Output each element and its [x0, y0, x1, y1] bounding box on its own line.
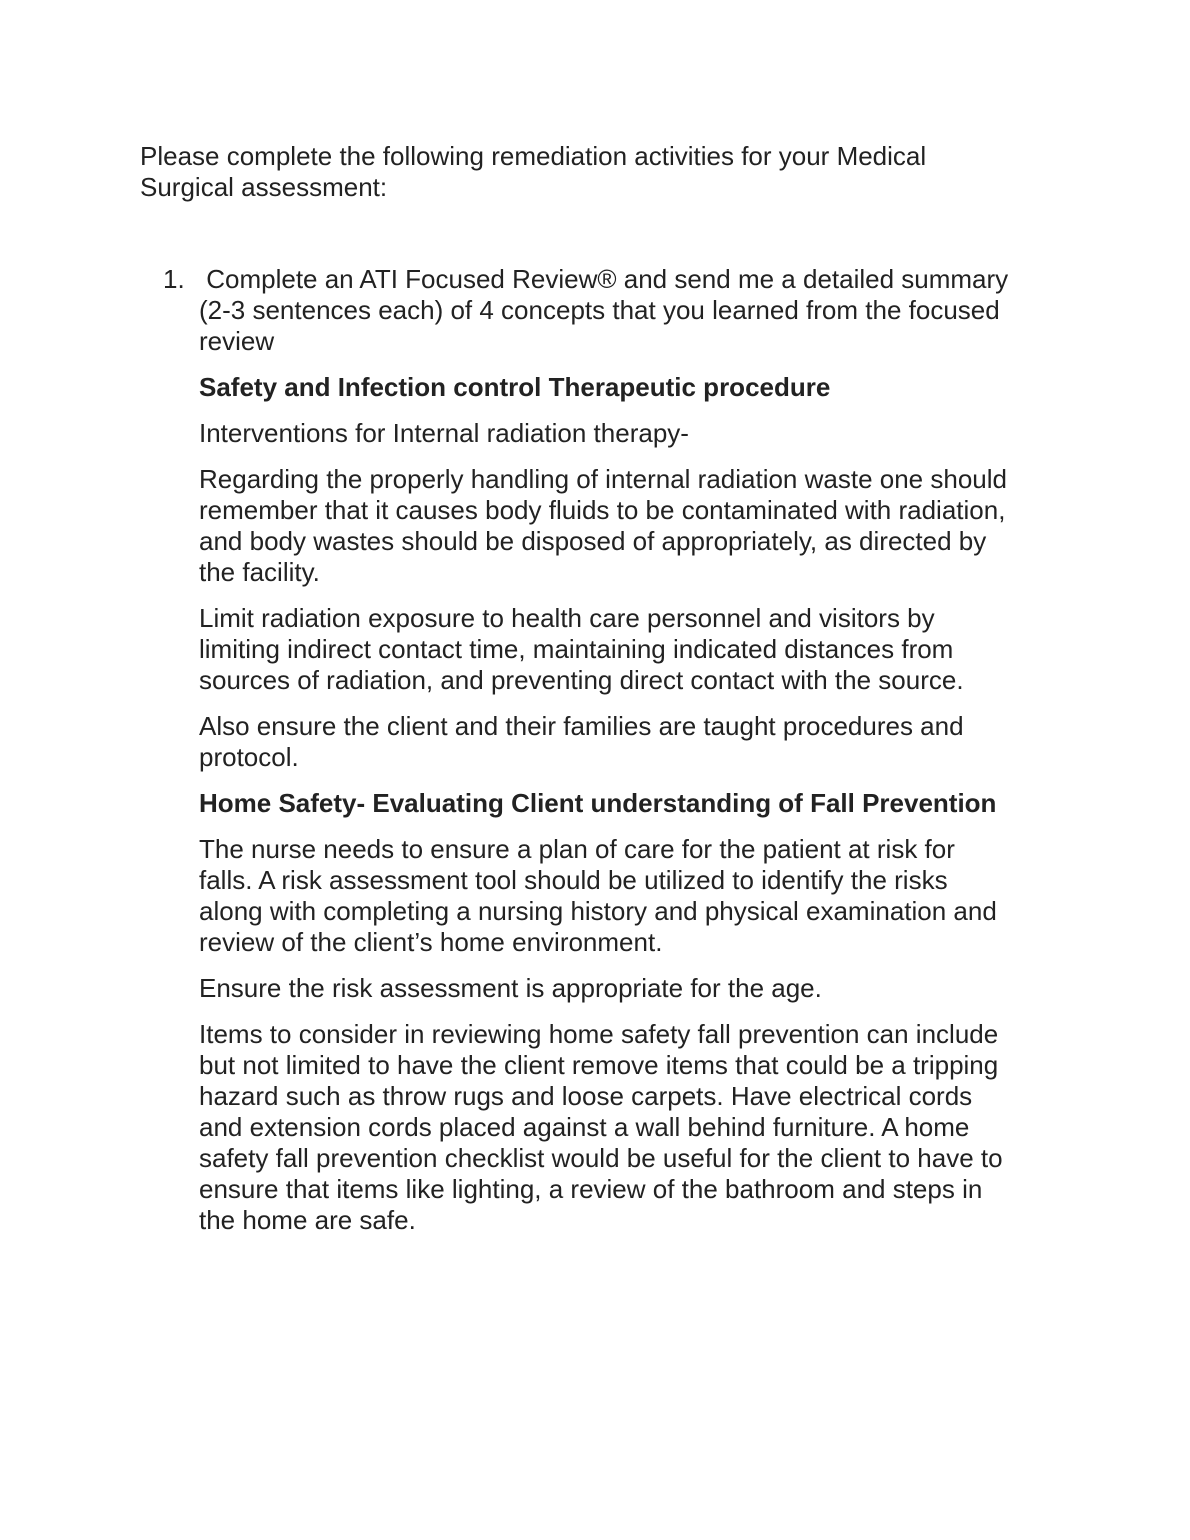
section-heading [199, 372, 1079, 403]
text-line: review of the client’s home environment. [199, 927, 663, 957]
text-line: safety fall prevention checklist would be useful for the client to have to [199, 1143, 1003, 1173]
text-line: (2-3 sentences each) of 4 concepts that you learned from the focused [199, 295, 1000, 325]
text-line: remember that it causes body fluids to be contaminated with radiation, [199, 495, 1006, 525]
paragraph [199, 1019, 1079, 1236]
list-item-body [199, 264, 1079, 1251]
intro-paragraph [140, 141, 926, 203]
paragraph [199, 973, 1079, 1004]
text-line: limiting indirect contact time, maintaining indicated distances from [199, 634, 954, 664]
text-line: sources of radiation, and preventing direct contact with the source. [199, 665, 964, 695]
text-line: Interventions for Internal radiation therapy- [199, 418, 689, 448]
section-heading [199, 788, 1079, 819]
text-line: and body wastes should be disposed of appropriately, as directed by [199, 526, 987, 556]
paragraph [199, 711, 1079, 773]
text-line: Home Safety- Evaluating Client understanding of Fall Prevention [199, 788, 997, 818]
text-line: Limit radiation exposure to health care personnel and visitors by [199, 603, 935, 633]
text-line: protocol. [199, 742, 299, 772]
text-line: Regarding the properly handling of internal radiation waste one should [199, 464, 1007, 494]
paragraph [199, 464, 1079, 588]
text-line: and extension cords placed against a wall behind furniture. A home [199, 1112, 970, 1142]
text-line: Safety and Infection control Therapeutic procedure [199, 372, 831, 402]
text-line: Please complete the following remediation activities for your Medical [140, 141, 927, 171]
paragraph [199, 834, 1079, 958]
text-line: along with completing a nursing history and physical examination and [199, 896, 997, 926]
text-line: The nurse needs to ensure a plan of care for the patient at risk for [199, 834, 955, 864]
text-line: Complete an ATI Focused Review® and send me a detailed summary [199, 264, 1009, 294]
text-line: Surgical assessment: [140, 172, 388, 202]
text-line: the home are safe. [199, 1205, 416, 1235]
text-line: ensure that items like lighting, a review of the bathroom and steps in [199, 1174, 983, 1204]
paragraph [199, 264, 1079, 357]
text-line: hazard such as throw rugs and loose carpets. Have electrical cords [199, 1081, 973, 1111]
text-line: Ensure the risk assessment is appropriate for the age. [199, 973, 822, 1003]
list-number: 1. [163, 264, 185, 294]
text-line: review [199, 326, 275, 356]
text-line: falls. A risk assessment tool should be utilized to identify the risks [199, 865, 948, 895]
paragraph [199, 603, 1079, 696]
text-line: Items to consider in reviewing home safety fall prevention can include [199, 1019, 999, 1049]
text-line: Also ensure the client and their families are taught procedures and [199, 711, 964, 741]
text-line: but not limited to have the client remove items that could be a tripping [199, 1050, 999, 1080]
paragraph [199, 418, 1079, 449]
text-line: the facility. [199, 557, 320, 587]
